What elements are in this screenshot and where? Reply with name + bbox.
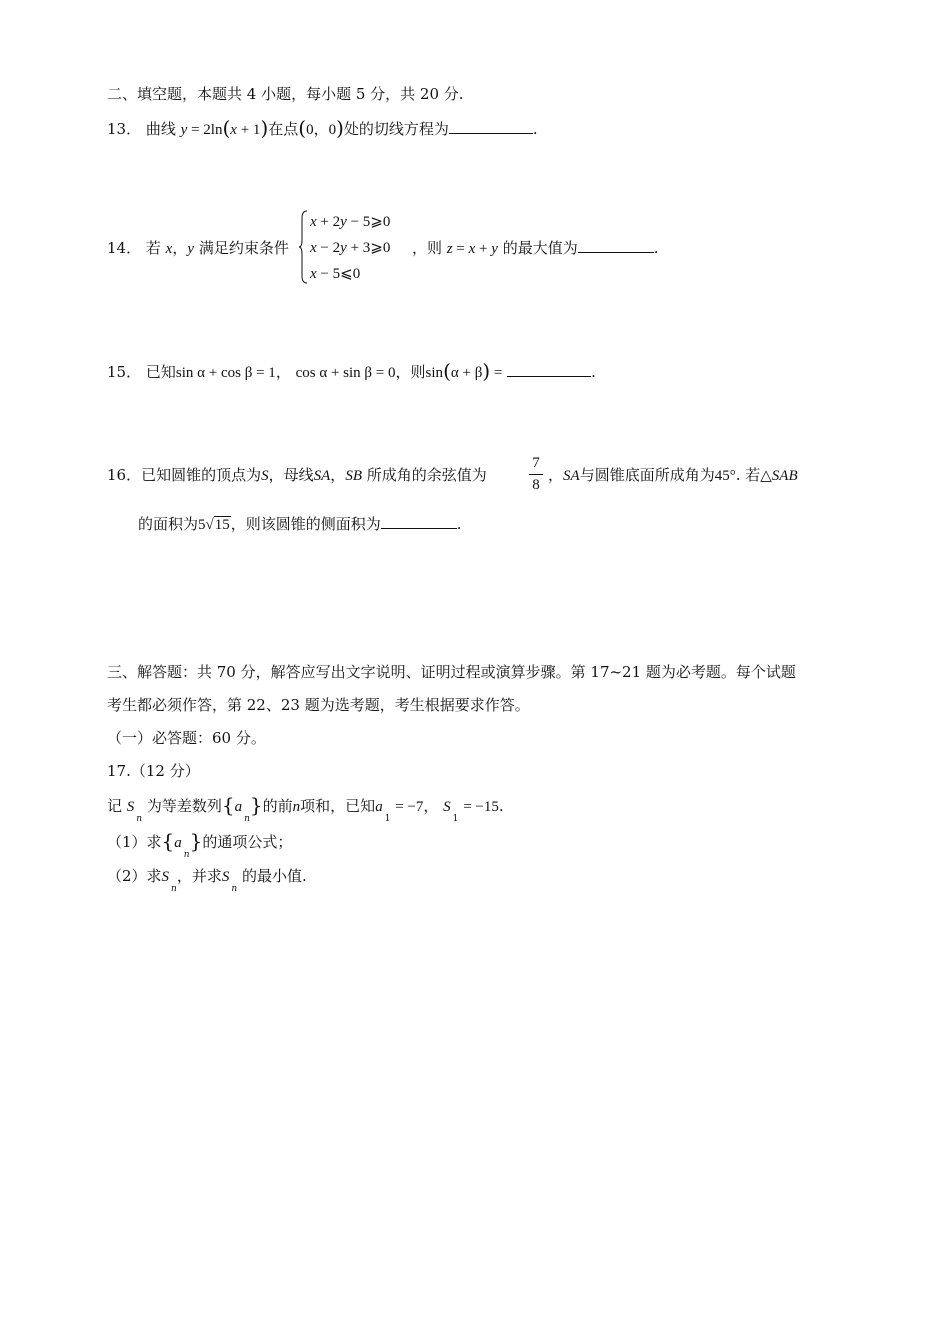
function-name: sin	[425, 365, 444, 381]
variable-a: a	[174, 835, 182, 851]
variable-n: n	[292, 799, 301, 815]
subscript-n: n	[136, 814, 143, 824]
question-text: ，则该圆锥的侧面积为	[230, 515, 381, 533]
question-text: ，并求	[176, 867, 222, 885]
subscript-1: 1	[452, 814, 459, 824]
part-heading-text: （一）必答题：60 分。	[107, 729, 266, 747]
paren: (	[222, 116, 231, 140]
area-coefficient: 5	[198, 517, 206, 533]
equals-sign: =	[490, 365, 503, 381]
answer-blank[interactable]	[507, 362, 591, 377]
subscript-n: n	[244, 814, 250, 824]
part-heading-required	[107, 728, 266, 748]
question-number: 17.（12 分）	[107, 762, 200, 780]
question-14	[107, 238, 289, 259]
paren: (	[298, 116, 307, 140]
subscript-1: 1	[384, 814, 391, 824]
variable: x	[165, 241, 173, 257]
brace-close: }	[249, 793, 263, 817]
question-text: 已知	[145, 363, 176, 381]
question-number: 13．	[107, 120, 142, 138]
punctuation: ，	[423, 797, 439, 815]
point-coordinates: 0，0	[306, 122, 337, 138]
question-15	[107, 360, 596, 383]
question-17-header	[107, 761, 200, 781]
question-text: 记	[107, 797, 123, 815]
question-number: 16．	[107, 466, 142, 484]
answer-blank[interactable]	[578, 238, 654, 253]
part-label: （2）求	[107, 867, 162, 885]
punctuation: ，	[275, 363, 291, 381]
question-16-tail	[548, 465, 798, 486]
punctuation: ，	[548, 466, 564, 484]
paren: )	[336, 116, 344, 140]
punctuation: .	[532, 120, 538, 138]
question-17-part-2	[107, 866, 307, 894]
variable: SAB	[771, 468, 798, 484]
equation-value: = −15	[463, 799, 499, 815]
radicand: 15	[214, 517, 230, 533]
question-16	[107, 465, 487, 486]
question-text: 若	[145, 239, 161, 257]
question-text: 在点	[268, 120, 299, 138]
brace-open: {	[221, 793, 235, 817]
square-root: √15	[205, 517, 230, 533]
variable: SB	[345, 468, 362, 484]
objective-function: z = x + y	[446, 241, 498, 257]
paren: (	[443, 359, 451, 383]
left-brace-icon	[298, 210, 308, 284]
punctuation: .	[498, 797, 504, 815]
question-text: 的面积为	[138, 515, 199, 533]
variable: y	[187, 241, 195, 257]
question-text: 已知圆锥的顶点为	[141, 466, 262, 484]
punctuation: ，	[330, 466, 346, 484]
equation-value: = −7	[395, 799, 424, 815]
section-heading-text: 二、填空题，本题共 4 小题，每小题 5 分，共 20 分.	[107, 85, 464, 103]
question-text: 与圆锥底面所成角为	[579, 466, 715, 484]
question-text: 的通项公式；	[202, 833, 293, 851]
section-heading-text: 考生都必须作答，第 22、23 题为选考题，考生根据要求作答。	[107, 696, 530, 714]
question-14-tail	[412, 238, 659, 259]
variable: S	[261, 468, 269, 484]
punctuation: ，	[172, 239, 188, 257]
question-text: 处的切线方程为	[343, 120, 449, 138]
answer-blank[interactable]	[449, 119, 533, 134]
question-17-part-1	[107, 829, 293, 860]
question-13	[107, 117, 538, 140]
punctuation: .	[456, 515, 462, 533]
subscript-n: n	[183, 850, 190, 860]
fraction-numerator: 7	[532, 455, 540, 471]
fraction-denominator: 8	[532, 477, 540, 493]
question-text: 满足约束条件	[198, 239, 289, 257]
constraint-2: x − 2y + 3⩾0	[310, 240, 391, 256]
variable-S: S	[221, 869, 230, 885]
question-text: 的最大值为	[502, 239, 578, 257]
fraction-bar	[529, 474, 543, 475]
constraint-3: x − 5⩽0	[310, 266, 361, 282]
question-text: . 若△	[735, 466, 772, 484]
constraint-system	[298, 210, 418, 284]
section-heading-answer-cont	[107, 695, 530, 715]
formula-arg: x + 1	[230, 122, 261, 138]
brace-open: {	[161, 829, 175, 853]
question-number: 14．	[107, 239, 142, 257]
question-17-intro	[107, 793, 504, 824]
question-text: 为等差数列	[146, 797, 222, 815]
question-text: 的前	[262, 797, 293, 815]
part-label: （1）求	[107, 833, 162, 851]
question-number: 15．	[107, 363, 142, 381]
variable-a: a	[375, 799, 383, 815]
question-text: ，则	[395, 363, 426, 381]
function-arg: α + β	[450, 365, 483, 381]
subscript-n: n	[171, 884, 177, 894]
variable-a: a	[234, 799, 243, 815]
variable: SA	[563, 468, 580, 484]
question-text: 所成角的余弦值为	[366, 466, 487, 484]
constraint-1: x + 2y − 5⩾0	[310, 214, 391, 230]
formula-text: y = 2ln	[180, 122, 223, 138]
question-text: ，则	[412, 239, 443, 257]
variable-S: S	[443, 799, 451, 815]
punctuation: .	[591, 363, 596, 381]
section-heading-fill-in	[107, 84, 464, 104]
question-text: 的最小值.	[241, 867, 307, 885]
punctuation: .	[653, 239, 659, 257]
paren: )	[260, 116, 269, 140]
variable: SA	[313, 468, 331, 484]
section-heading-answer	[107, 662, 796, 682]
subscript-n: n	[231, 884, 238, 894]
variable-S: S	[126, 799, 135, 815]
equation-1: sin α + cos β = 1	[175, 365, 276, 381]
question-16-line-2	[138, 514, 462, 535]
equation-2: cos α + sin β = 0	[295, 365, 396, 381]
paren: )	[482, 359, 491, 383]
question-text: ，母线	[268, 466, 314, 484]
variable-S: S	[161, 869, 170, 885]
section-heading-text: 三、解答题：共 70 分，解答应写出文字说明、证明过程或演算步骤。第 17~21 题为必考题。每个试题	[107, 663, 796, 681]
question-text: 曲线	[145, 120, 176, 138]
angle-value: 45°	[714, 468, 736, 484]
question-text: 项和，已知	[300, 797, 376, 815]
answer-blank[interactable]	[381, 514, 457, 529]
brace-close: }	[189, 829, 203, 853]
